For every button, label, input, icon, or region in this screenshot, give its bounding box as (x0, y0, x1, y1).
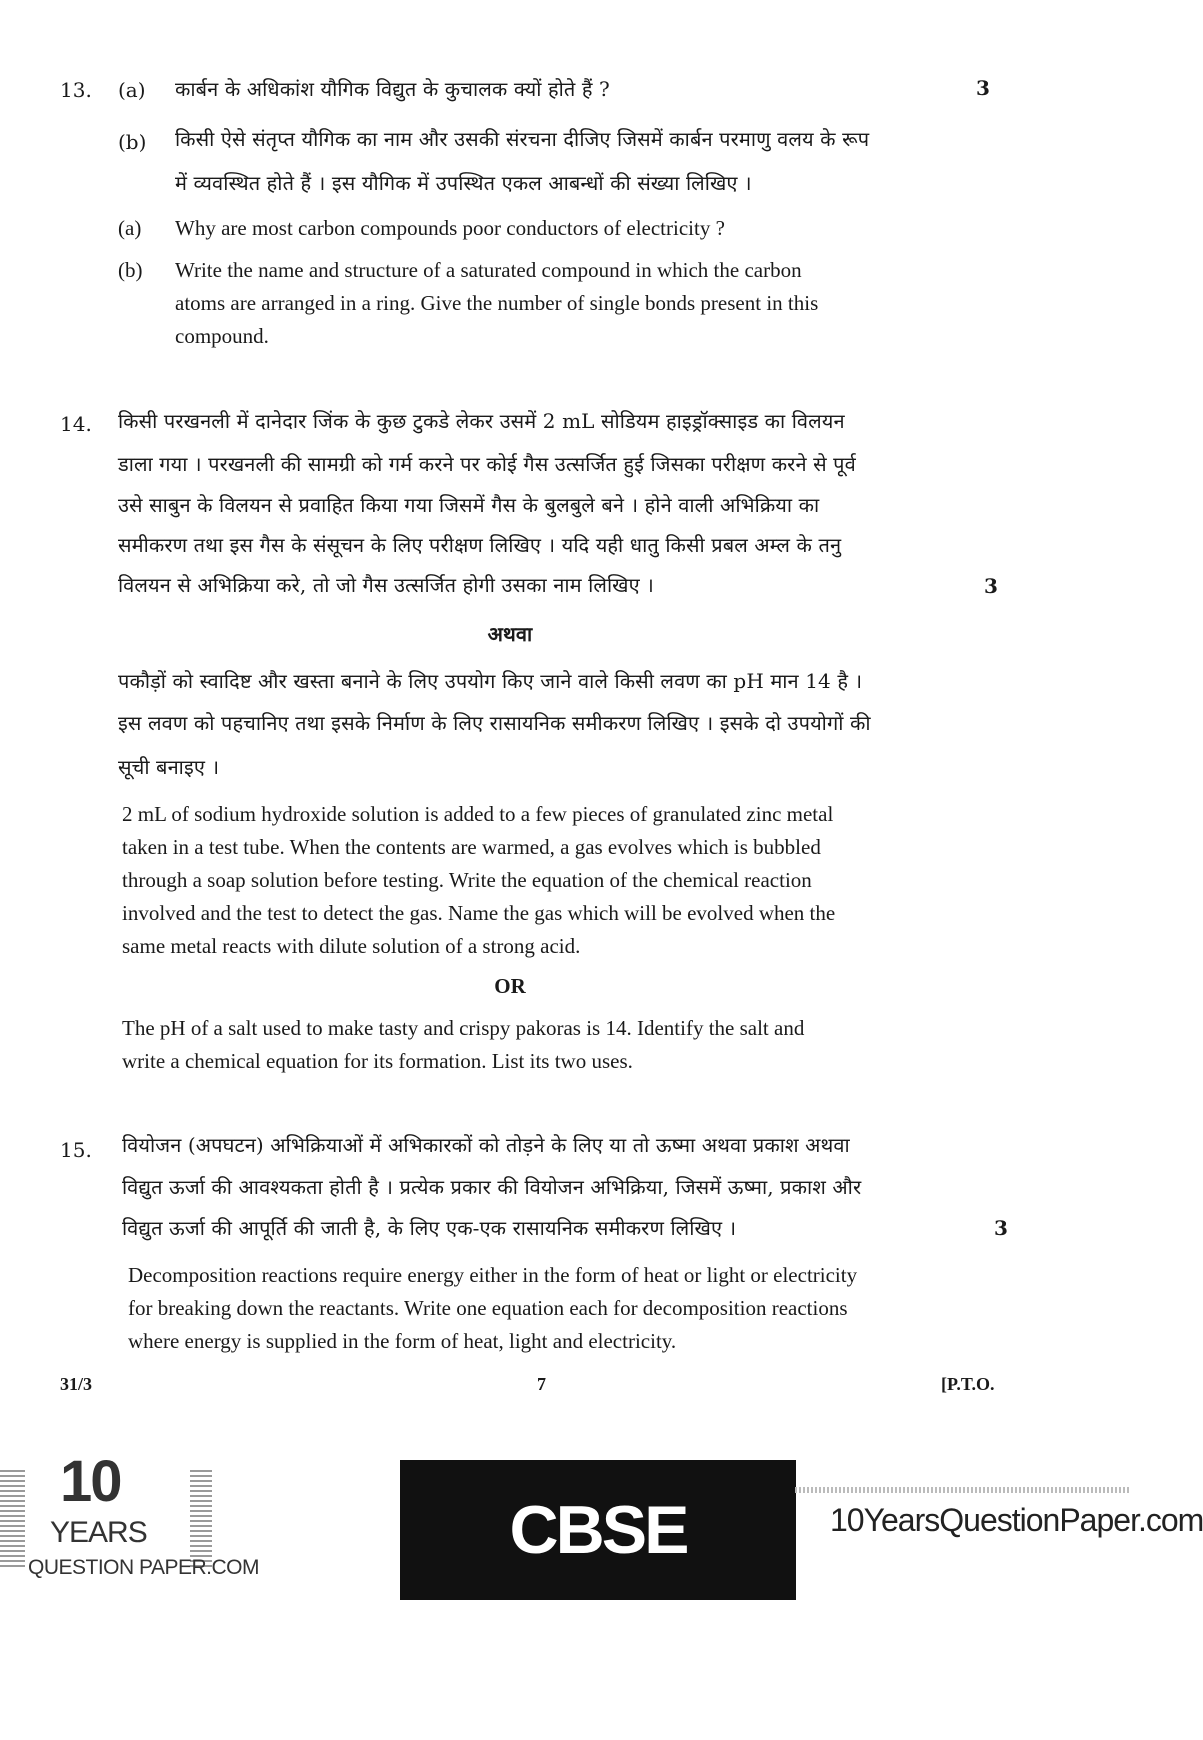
question-number: 13. (60, 78, 92, 102)
stripe-decoration (0, 1470, 25, 1570)
question-text-hindi: विद्युत ऊर्जा की आवश्यकता होती है । प्रत्येक प्रकार की वियोजन अभिक्रिया, जिसमें ऊष्मा, प्रकाश और (122, 1175, 862, 1199)
question-text-hindi: किसी ऐसे संतृप्त यौगिक का नाम और उसकी संरचना दीजिए जिसमें कार्बन परमाणु वलय के रूप (175, 127, 870, 151)
logo-number: 10 (60, 1449, 121, 1514)
question-text-english: compound. (175, 324, 269, 348)
question-number: 14. (60, 412, 92, 436)
question-text-english: where energy is supplied in the form of heat, light and electricity. (128, 1329, 677, 1353)
part-label: (b) (118, 258, 143, 282)
website-link[interactable]: 10YearsQuestionPaper.com (830, 1502, 1203, 1538)
question-text-english: 2 mL of sodium hydroxide solution is added to a few pieces of granulated zinc metal (122, 802, 834, 826)
question-text-english: through a soap solution before testing. Write the equation of the chemical reaction (122, 868, 812, 892)
question-text-english: same metal reacts with dilute solution of a strong acid. (122, 934, 581, 958)
question-text-hindi: समीकरण तथा इस गैस के संसूचन के लिए परीक्षण लिखिए । यदि यही धातु किसी प्रबल अम्ल के तनु (118, 533, 842, 557)
question-text-english: The pH of a salt used to make tasty and crispy pakoras is 14. Identify the salt and (122, 1016, 805, 1040)
question-text-hindi: विद्युत ऊर्जा की आपूर्ति की जाती है, के लिए एक-एक रासायनिक समीकरण लिखिए । (122, 1216, 737, 1240)
question-text-english: for breaking down the reactants. Write one equation each for decomposition reactions (128, 1296, 848, 1320)
part-label: (b) (118, 130, 147, 154)
paper-code: 31/3 (60, 1374, 93, 1394)
question-text-hindi: सूची बनाइए । (118, 755, 220, 779)
marks: 3 (994, 1216, 1008, 1240)
logo-years: YEARS (50, 1516, 147, 1549)
part-label: (a) (118, 216, 142, 240)
question-text-hindi: किसी परखनली में दानेदार जिंक के कुछ टुकडे लेकर उसमें 2 mL सोडियम हाइड्रॉक्साइड का विलयन (118, 409, 845, 433)
question-text-hindi: इस लवण को पहचानिए तथा इसके निर्माण के लिए रासायनिक समीकरण लिखिए । इसके दो उपयोगों की (118, 711, 871, 735)
question-text-english: Why are most carbon compounds poor conductors of electricity ? (175, 216, 725, 240)
marks: 3 (984, 574, 998, 598)
question-text-hindi: उसे साबुन के विलयन से प्रवाहित किया गया जिसमें गैस के बुलबुले बने । होने वाली अभिक्रिया का (118, 493, 820, 517)
stripe-decoration (190, 1470, 212, 1570)
board-title: CBSE BOARD X (400, 1460, 796, 1600)
question-text-hindi: वियोजन (अपघटन) अभिक्रियाओं में अभिकारकों को तोड़ने के लिए या तो ऊष्मा अथवा प्रकाश अथवा (122, 1133, 850, 1157)
pto-label: [P.T.O. (941, 1374, 995, 1394)
question-text-hindi: कार्बन के अधिकांश यौगिक विद्युत के कुचालक क्यों होते हैं ? (175, 77, 610, 101)
part-label: (a) (118, 78, 146, 102)
question-text-english: Write the name and structure of a saturated compound in which the carbon (175, 258, 802, 282)
question-text-hindi: विलयन से अभिक्रिया करे, तो जो गैस उत्सर्जित होगी उसका नाम लिखिए । (118, 573, 654, 597)
divider (795, 1487, 1131, 1493)
question-text-english: taken in a test tube. When the contents are warmed, a gas evolves which is bubbled (122, 835, 821, 859)
logo-site: QUESTION PAPER.COM (28, 1556, 259, 1579)
marks: 3 (976, 76, 990, 100)
question-text-hindi: में व्यवस्थित होते हैं । इस यौगिक में उपस्थित एकल आबन्धों की संख्या लिखिए । (175, 171, 752, 195)
question-text-english: write a chemical equation for its formation. List its two uses. (122, 1049, 633, 1073)
question-text-hindi: डाला गया । परखनली की सामग्री को गर्म करने पर कोई गैस उत्सर्जित हुई जिसका परीक्षण करने से पूर्व (118, 452, 856, 476)
question-text-english: involved and the test to detect the gas. Name the gas which will be evolved when the (122, 901, 836, 925)
question-text-english: Decomposition reactions require energy either in the form of heat or light or electricity (128, 1263, 858, 1287)
question-text-english: atoms are arranged in a ring. Give the number of single bonds present in this (175, 291, 819, 315)
or-divider: OR (494, 974, 526, 998)
or-divider-hindi: अथवा (487, 622, 533, 646)
page-number: 7 (537, 1374, 546, 1394)
question-number: 15. (60, 1138, 92, 1162)
question-text-hindi: पकौड़ों को स्वादिष्ट और खस्ता बनाने के लिए उपयोग किए जाने वाले किसी लवण का pH मान 14 है । (118, 669, 863, 693)
